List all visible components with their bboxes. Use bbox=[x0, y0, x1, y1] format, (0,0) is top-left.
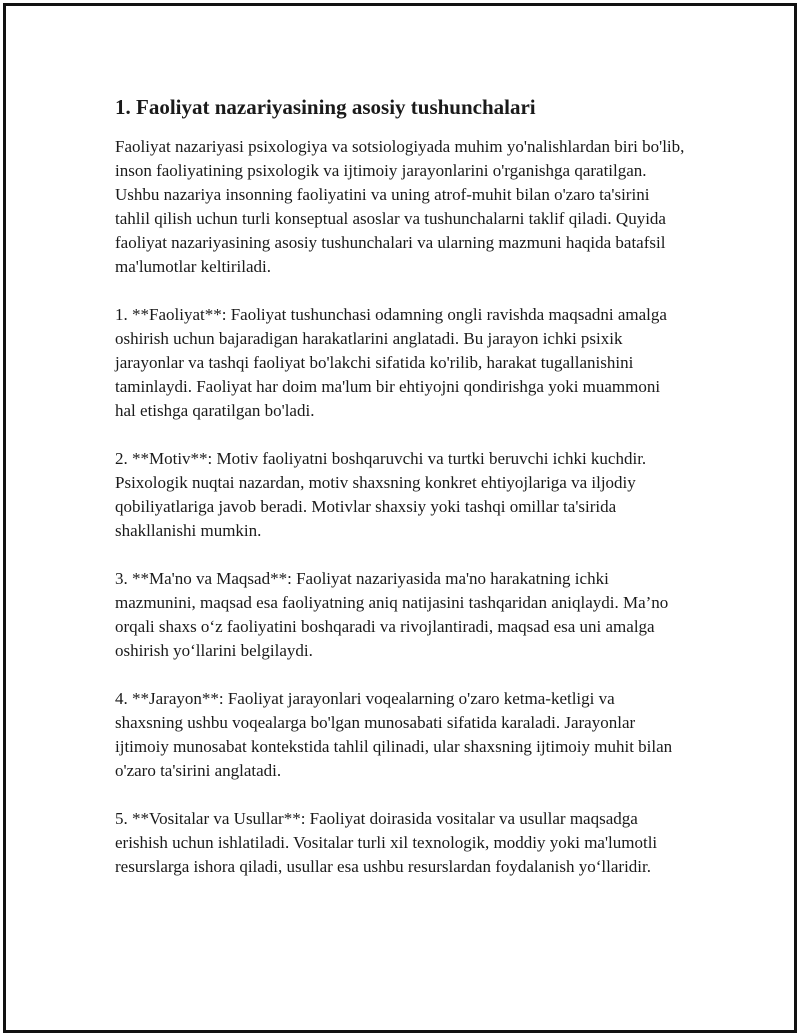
paragraph-motiv: 2. **Motiv**: Motiv faoliyatni boshqaruvchi va turtki beruvchi ichki kuchdir. Psixologik nuqtai nazardan, motiv shaxsning konkret ehtiyojlariga va iljodiy qobiliyatlariga javob beradi. Motivlar shaxsiy yoki tashqi omillar ta'sirida shakllanishi mumkin. bbox=[115, 449, 647, 540]
document-title: 1. Faoliyat nazariyasining asosiy tushunchalari bbox=[115, 95, 536, 119]
paragraph-faoliyat: 1. **Faoliyat**: Faoliyat tushunchasi odamning ongli ravishda maqsadni amalga oshirish uchun bajaradigan harakatlarini anglatadi. Bu jarayon ichki psixik jarayonlar va tashqi faoliyat bo'lakchi sifatida ko'rilib, harakat tugallanishini taminlaydi. Faoliyat har doim ma'lum bir ehtiyojni qondirishga yoki muammoni hal etishga qaratilgan bo'ladi. bbox=[115, 305, 667, 420]
paragraph-vositalar: 5. **Vositalar va Usullar**: Faoliyat doirasida vositalar va usullar maqsadga erishish uchun ishlatiladi. Vositalar turli xil texnologik, moddiy yoki ma'lumotli resurslarga ishora qiladi, usullar esa ushbu resurslardan foydalanish yo‘llaridir. bbox=[115, 809, 658, 876]
paragraph-mano-maqsad: 3. **Ma'no va Maqsad**: Faoliyat nazariyasida ma'no harakatning ichki mazmunini, maqsad esa faoliyatning aniq natijasini tashqaridan aniqlaydi. Ma’no orqali shaxs o‘z faoliyatini boshqaradi va rivojlantiradi, maqsad esa uni amalga oshirish yo‘llarini belgilaydi. bbox=[115, 569, 669, 660]
document-body bbox=[115, 94, 685, 903]
intro-paragraph: Faoliyat nazariyasi psixologiya va sotsiologiyada muhim yo'nalishlardan biri bo'lib, inson faoliyatining psixologik va ijtimoiy jarayonlarini o'rganishga qaratilgan. Ushbu nazariya insonning faoliyatini va uning atrof-muhit bilan o'zaro ta'sirini tahlil qilish uchun turli konseptual asoslar va tushunchalarni taklif qiladi. Quyida faoliyat nazariyasining asosiy tushunchalari va ularning mazmuni haqida batafsil ma'lumotlar keltiriladi. bbox=[115, 137, 685, 276]
paragraph-jarayon: 4. **Jarayon**: Faoliyat jarayonlari voqealarning o'zaro ketma-ketligi va shaxsning ushbu voqealarga bo'lgan munosabati sifatida karaladi. Jarayonlar ijtimoiy munosabat kontekstida tahlil qilinadi, ular shaxsning ijtimoiy muhit bilan o'zaro ta'sirini anglatadi. bbox=[115, 689, 673, 780]
